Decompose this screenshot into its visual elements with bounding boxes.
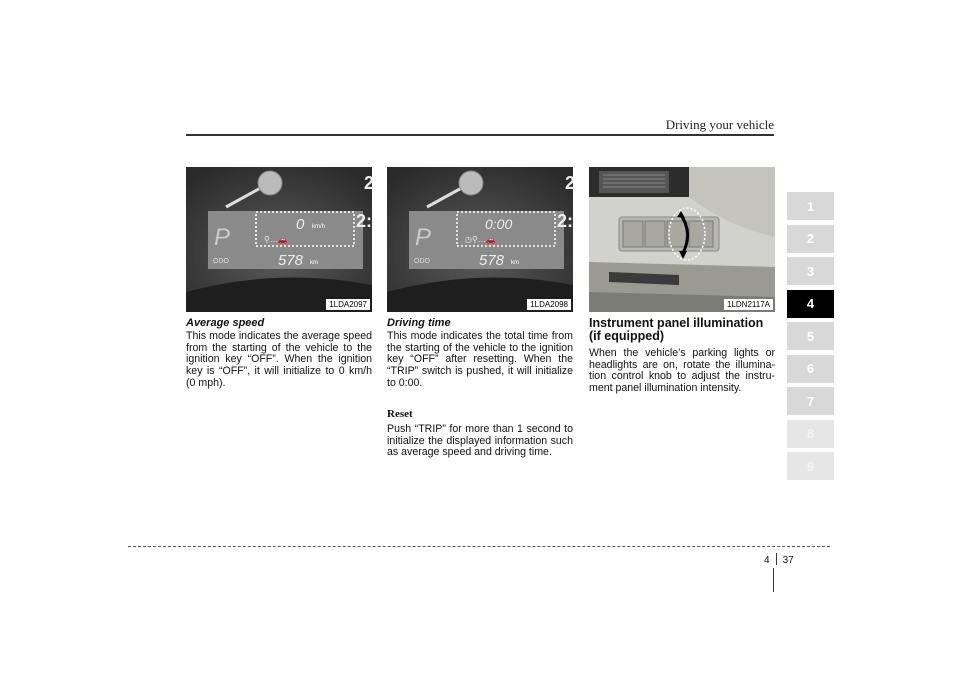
- reset-body: Push “TRIP” for more than 1 second to initialize the displayed information such as average speed and driving time.: [387, 423, 573, 459]
- avg-speed-value: 0: [296, 216, 305, 233]
- footer-rule: [128, 546, 830, 547]
- needle-hub: [459, 171, 483, 195]
- needle-hub: [258, 171, 282, 195]
- chapter-tab-6[interactable]: 6: [787, 355, 834, 383]
- image-code: 1LDA2098: [527, 299, 571, 310]
- cluster-display-photo-driving-time: [387, 167, 576, 312]
- scale-number-top: 2: [364, 173, 375, 193]
- chapter-tabs: [787, 192, 834, 485]
- scale-number-top: 2: [565, 173, 576, 193]
- header-rule: [186, 134, 774, 136]
- driving-time-title: Driving time: [387, 317, 451, 329]
- footer-vertical-line: [773, 568, 774, 592]
- image-code: 1LDN2117A: [724, 299, 773, 310]
- page-number-separator: [776, 553, 777, 565]
- unit-kmh: km/h: [312, 224, 326, 230]
- chapter-tab-7[interactable]: 7: [787, 387, 834, 415]
- scale-number-mid: 2:: [557, 211, 574, 231]
- average-speed-body: This mode indicates the average speed from the starting of the vehicle to the ignition key “OFF”. When the ignition key is “OFF”, it will initialize to 0 km/h (0 mph).: [186, 330, 372, 389]
- trip-icon: ⚲…🚗: [264, 235, 288, 244]
- chapter-tab-8[interactable]: 8: [787, 420, 834, 448]
- driving-time-value: 0:00: [485, 216, 513, 232]
- dashboard-illustration: [589, 167, 775, 312]
- page-number-value: 37: [782, 555, 794, 566]
- chapter-tab-9[interactable]: 9: [787, 452, 834, 480]
- section-header-title: Driving your vehicle: [665, 117, 774, 132]
- image-code: 1LDA2097: [326, 299, 370, 310]
- cluster-display-illustration: [186, 167, 375, 312]
- gear-indicator: P: [214, 224, 231, 251]
- scale-number-mid: 2:: [356, 211, 373, 231]
- unit-km: km: [511, 260, 519, 266]
- reset-title: Reset: [387, 408, 413, 420]
- chapter-number: 4: [764, 555, 770, 566]
- unit-km: km: [310, 260, 318, 266]
- instrument-panel-illumination-title: Instrument panel illumination (if equipped): [589, 316, 764, 343]
- odo-label: ODO: [213, 258, 229, 265]
- clock-trip-icon: ◷⚲…🚗: [465, 235, 496, 244]
- chapter-tab-1[interactable]: 1: [787, 192, 834, 220]
- chapter-tab-4[interactable]: 4: [787, 290, 834, 318]
- chapter-tab-5[interactable]: 5: [787, 322, 834, 350]
- cluster-display-illustration: [387, 167, 576, 312]
- page-number: [764, 553, 794, 566]
- driving-time-body: This mode indicates the total time from the starting of the vehicle to the ignition key “OFF” after resetting. When the “TRIP” switch is pushed, it will initialize to 0:00.: [387, 330, 573, 389]
- instrument-panel-illumination-body: When the vehicle’s parking lights or headlights are on, rotate the illumina-tion control knob to adjust the instru-ment panel illumination intensity.: [589, 347, 775, 395]
- chapter-tab-2[interactable]: 2: [787, 225, 834, 253]
- odometer-value: 578: [278, 252, 304, 269]
- gear-indicator: P: [415, 224, 432, 251]
- dashboard-illumination-knob-photo: [589, 167, 775, 312]
- average-speed-title: Average speed: [186, 317, 265, 329]
- cluster-display-photo-average-speed: [186, 167, 375, 312]
- odo-label: ODO: [414, 258, 430, 265]
- odometer-value: 578: [479, 252, 505, 269]
- chapter-tab-3[interactable]: 3: [787, 257, 834, 285]
